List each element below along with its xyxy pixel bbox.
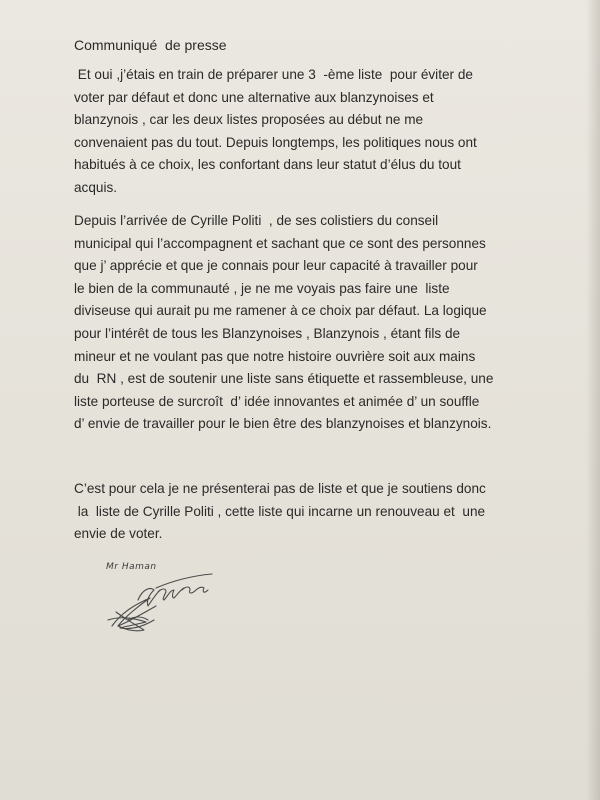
paragraph-line: que j’ apprécie et que je connais pour leur capacité à travailler pour bbox=[74, 258, 478, 274]
paragraph-line: acquis. bbox=[74, 179, 118, 195]
paragraph-line: C’est pour cela je ne présenterai pas de liste et que je soutiens donc bbox=[74, 481, 486, 496]
paragraph-2 bbox=[74, 210, 564, 436]
paragraph-1 bbox=[74, 64, 564, 200]
paragraph-line: municipal qui l’accompagnent et sachant que ce sont des personnes bbox=[74, 235, 486, 251]
paragraph-line: Et oui ,j’étais en train de préparer une 3 -ème liste pour éviter de bbox=[74, 67, 473, 82]
paragraph-line: envie de voter. bbox=[74, 526, 163, 542]
paragraph-line: d’ envie de travailler pour le bien être des blanzynoises et blanzynois. bbox=[74, 416, 492, 432]
paragraph-line: le bien de la communauté , je ne me voyais pas faire une liste bbox=[74, 280, 450, 296]
paragraph-line: Depuis l’arrivée de Cyrille Politi , de ses colistiers du conseil bbox=[74, 213, 439, 228]
paragraph-line: diviseuse qui aurait pu me ramener à ce choix par défaut. La logique bbox=[74, 303, 487, 319]
paragraph-line: blanzynois , car les deux listes proposées au début ne me bbox=[74, 112, 424, 128]
paragraph-line: la liste de Cyrille Politi , cette liste qui incarne un renouveau et une bbox=[74, 503, 486, 519]
signature-block bbox=[98, 560, 228, 640]
paragraph-3 bbox=[74, 478, 564, 546]
handwritten-name: Mr Haman bbox=[106, 562, 157, 572]
paragraph-line: voter par défaut et donc une alternative aux blanzynoises et bbox=[74, 89, 434, 105]
paragraph-line: convenaient pas du tout. Depuis longtemps, les politiques nous ont bbox=[74, 134, 477, 150]
signature-scribble bbox=[98, 560, 228, 640]
paragraph-line: pour l’intérêt de tous les Blanzynoises , Blanzynois , étant fils de bbox=[74, 325, 461, 341]
paragraph-line: liste porteuse de surcroît d’ idée innovantes et animée d’ un souffle bbox=[74, 393, 480, 409]
paragraph-line: du RN , est de soutenir une liste sans étiquette et rassembleuse, une bbox=[74, 371, 494, 387]
paragraph-line: habitués à ce choix, les confortant dans leur statut d’élus du tout bbox=[74, 157, 461, 173]
document-title: Communiqué de presse bbox=[74, 37, 227, 53]
paragraph-line: mineur et ne voulant pas que notre histoire ouvrière soit aux mains bbox=[74, 348, 476, 364]
